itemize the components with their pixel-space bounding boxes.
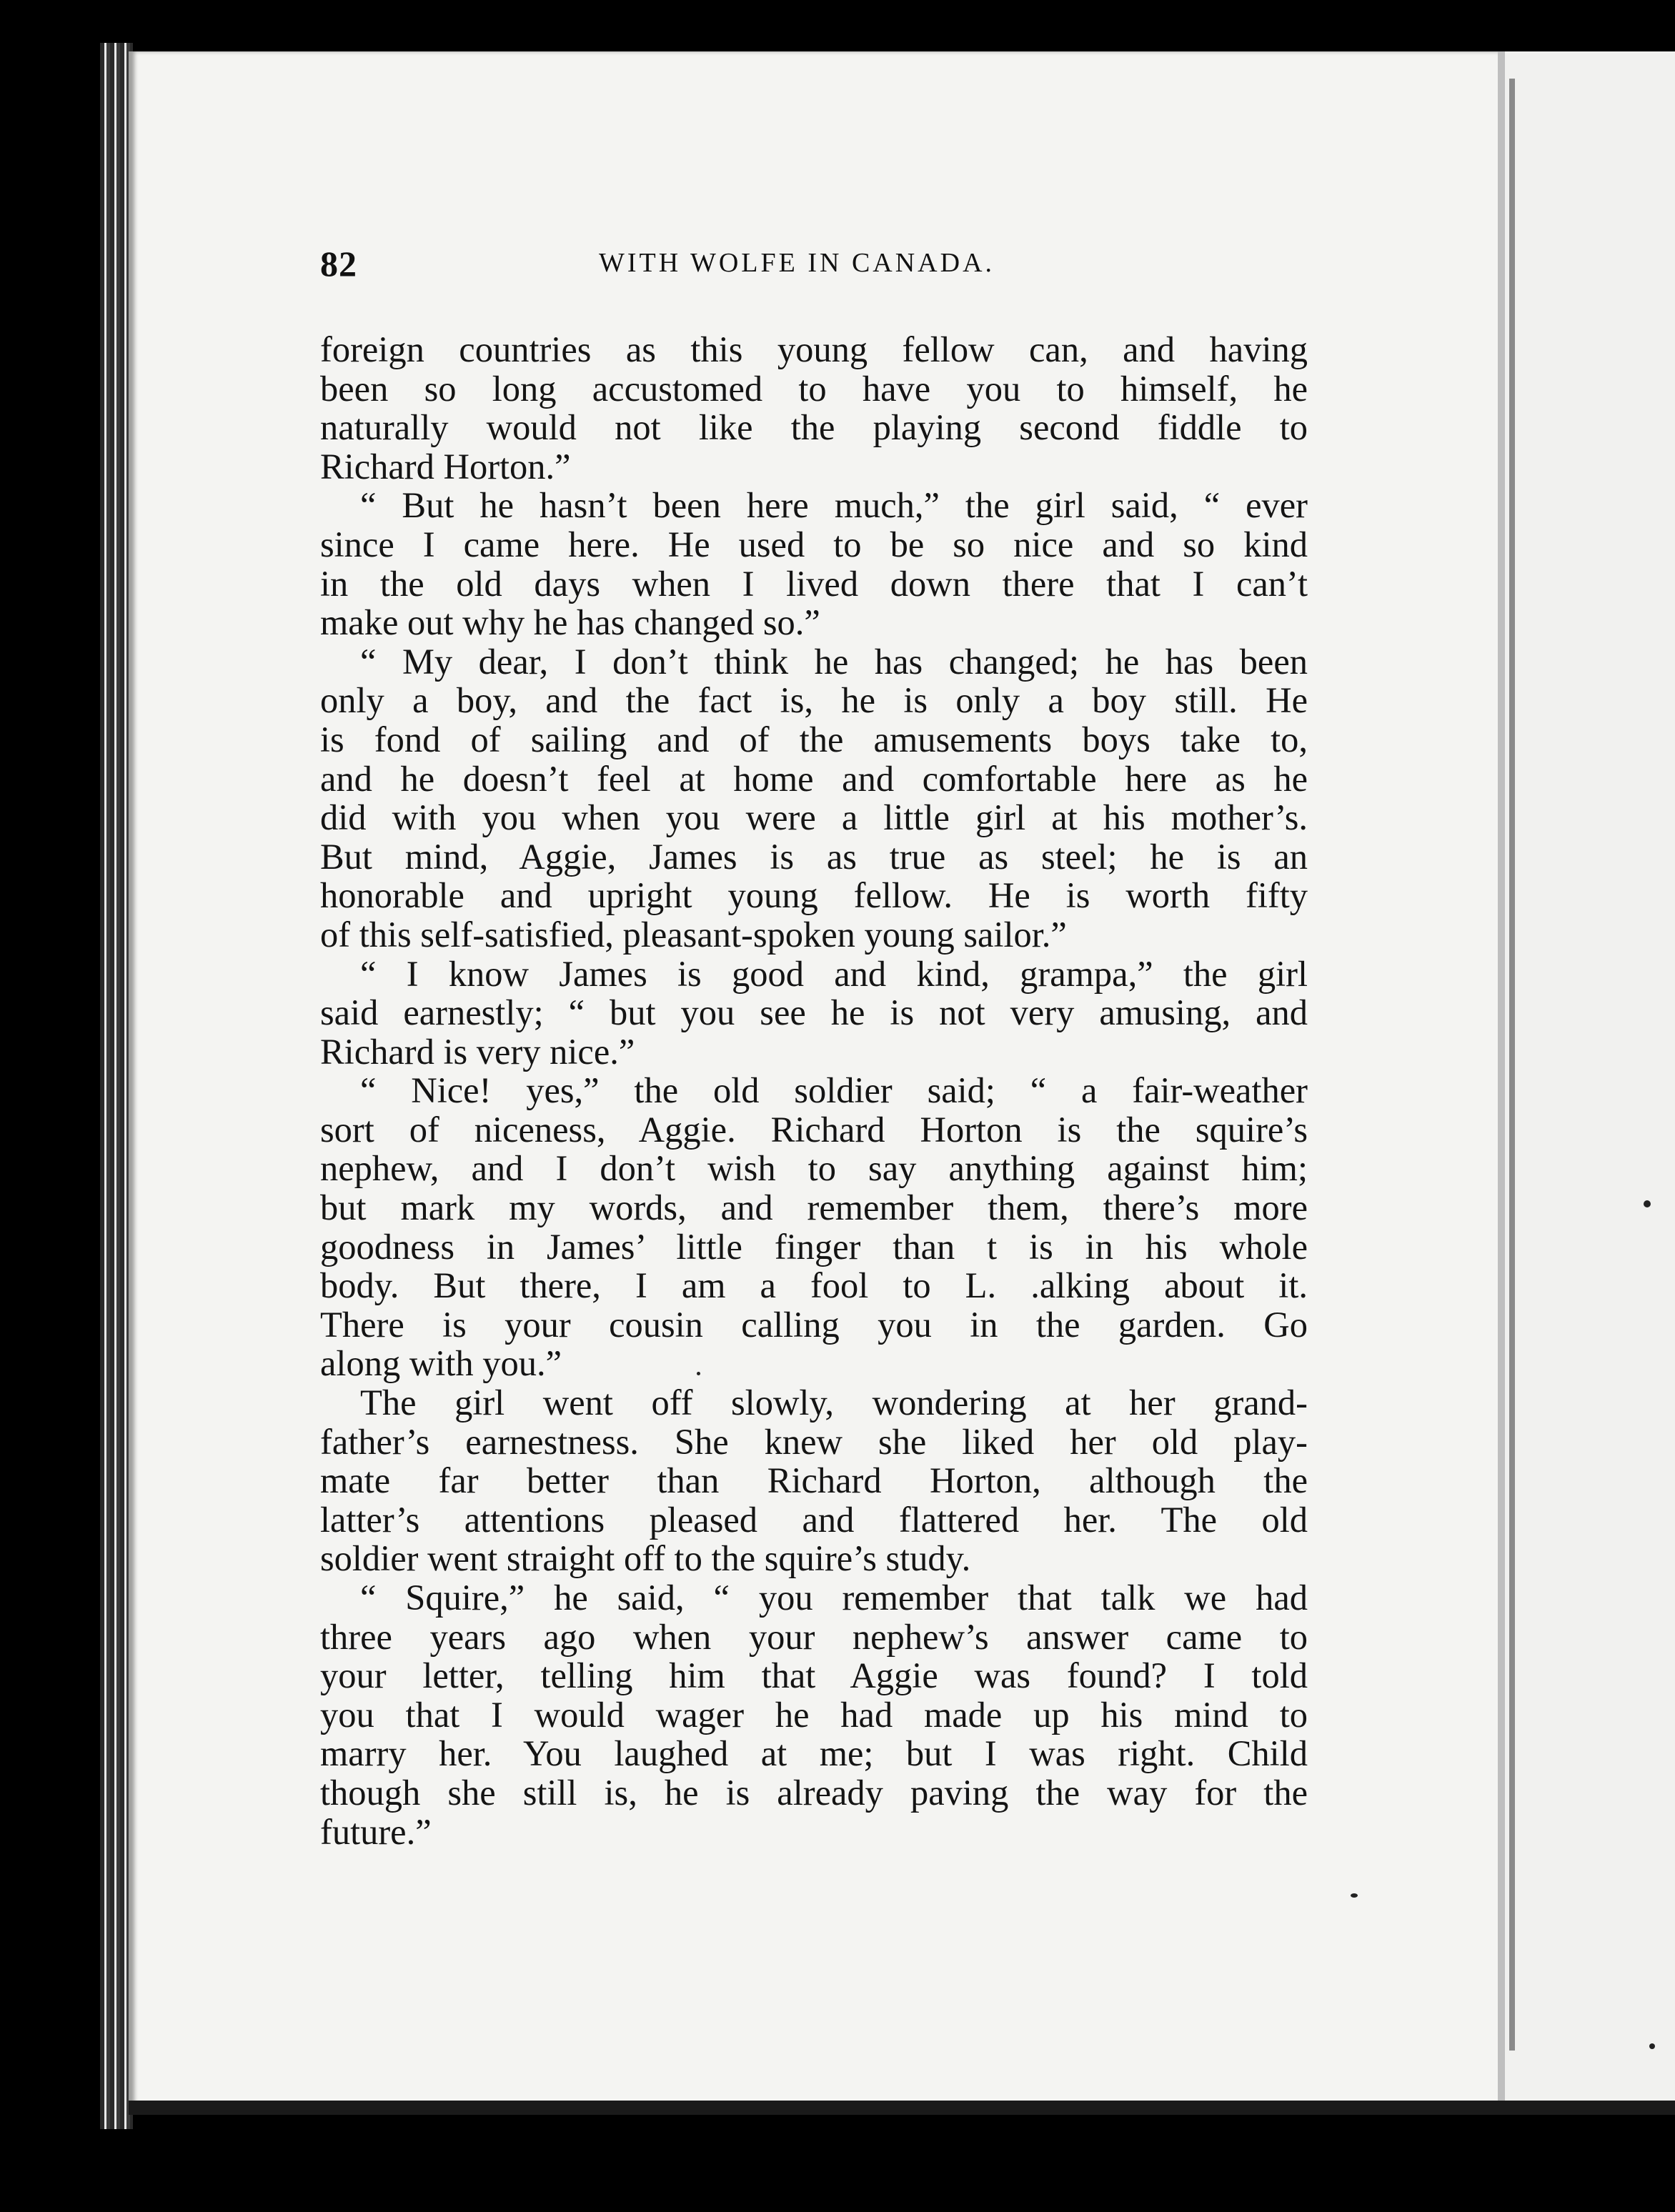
- dust-speck: [1351, 1893, 1358, 1898]
- text-line: latter’s attentions pleased and flattered her. The old: [320, 1499, 1308, 1540]
- text-line: said earnestly; “ but you see he is not very amusing, and: [320, 992, 1308, 1033]
- text-line: marry her. You laughed at me; but I was right. Child: [320, 1733, 1308, 1774]
- dust-speck: [1644, 1200, 1651, 1207]
- text-line: along with you.”: [320, 1343, 562, 1384]
- text-line: of this self-satisfied, pleasant-spoken young sailor.”: [320, 914, 1067, 955]
- page-fold-line: [1509, 79, 1515, 2051]
- dust-speck: [1649, 2043, 1655, 2049]
- text-line: since I came here. He used to be so nice and so kind: [320, 524, 1308, 564]
- text-line: “ I know James is good and kind, grampa,” the girl: [360, 953, 1308, 994]
- text-line: “ Nice! yes,” the old soldier said; “ a fair-weather: [360, 1070, 1308, 1111]
- text-line: is fond of sailing and of the amusements boys take to,: [320, 719, 1308, 759]
- text-line: goodness in James’ little finger than t is in his whole: [320, 1226, 1308, 1267]
- text-line: honorable and upright young fellow. He is worth fifty: [320, 875, 1308, 916]
- text-line: your letter, telling him that Aggie was found? I told: [320, 1655, 1308, 1696]
- text-line: mate far better than Richard Horton, although the: [320, 1460, 1308, 1501]
- text-line: “ But he hasn’t been here much,” the girl said, “ ever: [360, 485, 1308, 526]
- text-line: foreign countries as this young fellow can, and having: [320, 329, 1308, 369]
- text-line: The girl went off slowly, wondering at her grand-: [360, 1382, 1308, 1423]
- text-line: in the old days when I lived down there that I can’t: [320, 563, 1308, 604]
- page-number: 82: [320, 244, 357, 284]
- bottom-binding-shadow: [129, 2101, 1675, 2115]
- text-line: naturally would not like the playing second fiddle to: [320, 407, 1308, 448]
- text-line: and he doesn’t feel at home and comfortable here as he: [320, 758, 1308, 799]
- text-line: But mind, Aggie, James is as true as steel; he is an: [320, 836, 1308, 877]
- text-line: father’s earnestness. She knew she liked her old play-: [320, 1421, 1308, 1462]
- text-line: did with you when you were a little girl at his mother’s.: [320, 797, 1308, 838]
- text-line: Richard is very nice.”: [320, 1031, 635, 1072]
- text-line: body. But there, I am a fool to L. .alking about it.: [320, 1265, 1308, 1306]
- text-line: There is your cousin calling you in the garden. Go: [320, 1304, 1308, 1345]
- body-text: [320, 330, 1308, 1851]
- text-line: “ Squire,” he said, “ you remember that talk we had: [360, 1578, 1308, 1618]
- text-line: soldier went straight off to the squire’s study.: [320, 1538, 971, 1579]
- text-line: only a boy, and the fact is, he is only a boy still. He: [320, 680, 1308, 721]
- text-line: sort of niceness, Aggie. Richard Horton is the squire’s: [320, 1109, 1308, 1150]
- right-page-edge: [1498, 51, 1675, 2109]
- text-line: Richard Horton.”: [320, 446, 571, 487]
- text-line: “ My dear, I don’t think he has changed; he has been: [360, 641, 1308, 682]
- text-line: but mark my words, and remember them, there’s more: [320, 1187, 1308, 1228]
- text-line: three years ago when your nephew’s answer came to: [320, 1616, 1308, 1657]
- text-line: future.”: [320, 1811, 432, 1852]
- running-title: WITH WOLFE IN CANADA.: [599, 248, 995, 278]
- text-line: you that I would wager he had made up his mind to: [320, 1694, 1308, 1735]
- text-line: nephew, and I don’t wish to say anything against him;: [320, 1148, 1308, 1189]
- text-line: make out why he has changed so.”: [320, 602, 820, 643]
- text-line: been so long accustomed to have you to himself, he: [320, 368, 1308, 409]
- text-line: though she still is, he is already paving the way for the: [320, 1772, 1308, 1813]
- page-header: [320, 243, 1306, 293]
